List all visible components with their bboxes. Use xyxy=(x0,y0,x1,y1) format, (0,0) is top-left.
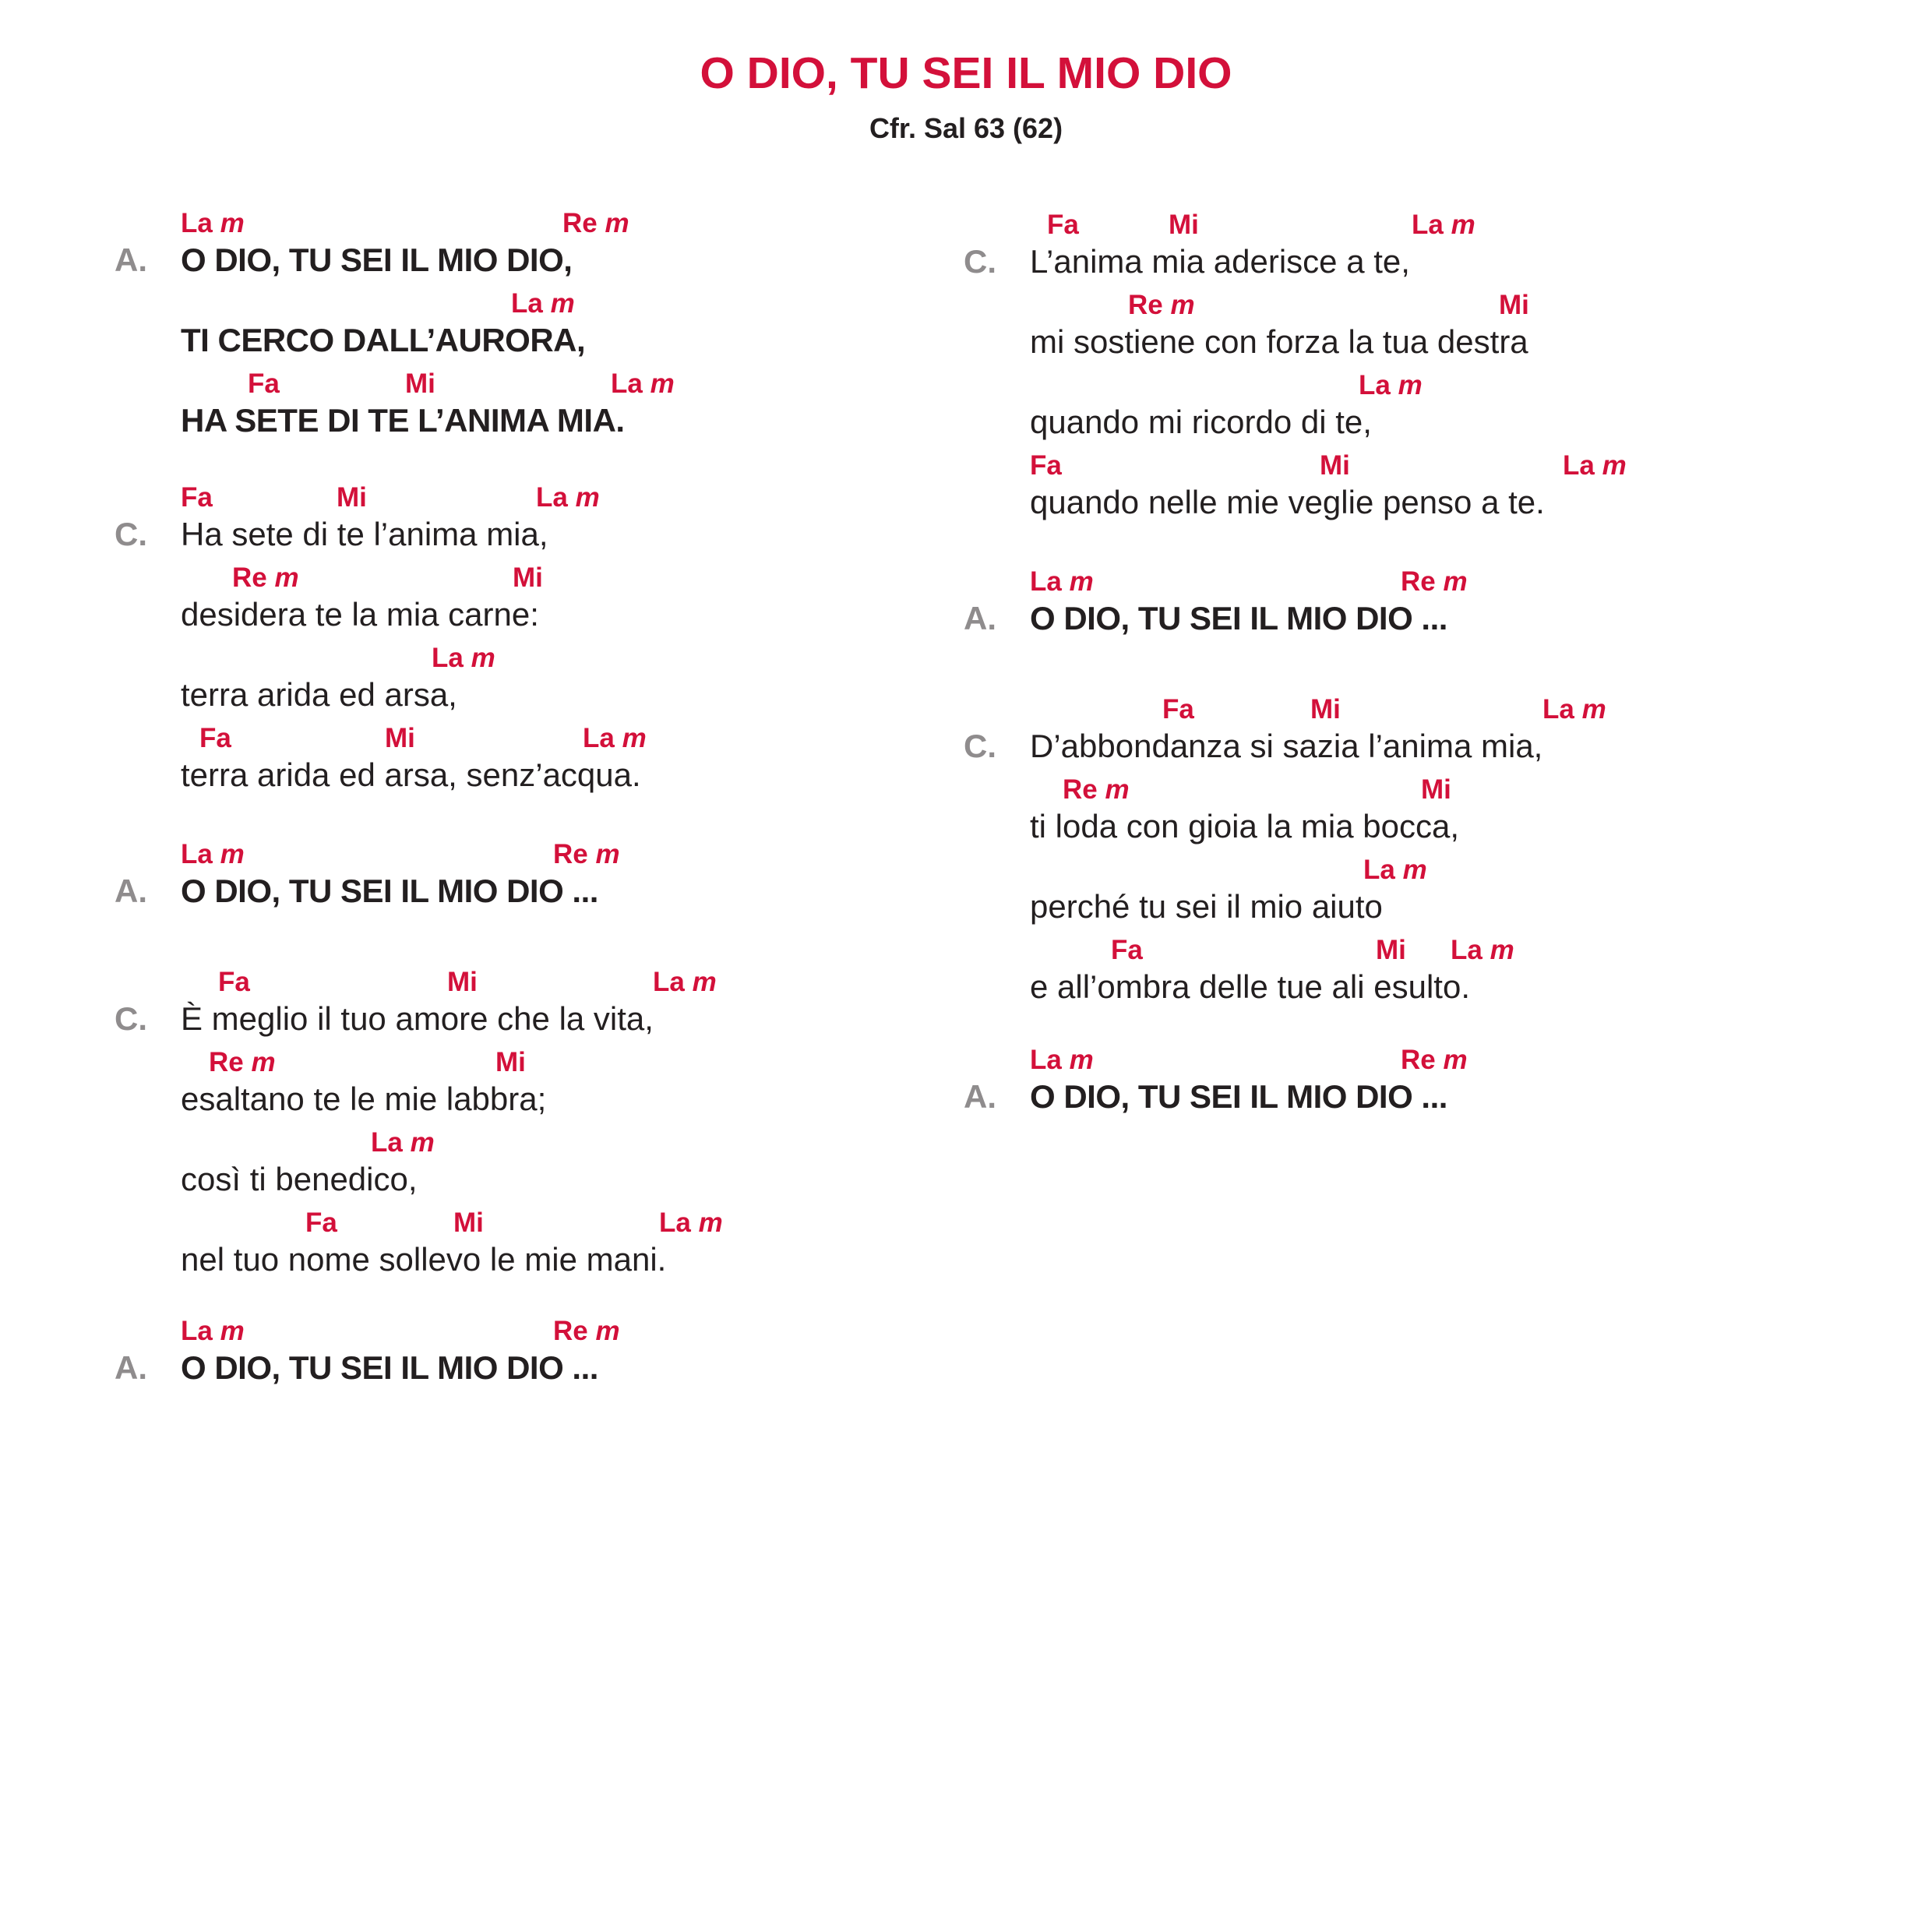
chord-root: Mi xyxy=(447,967,478,997)
chord-row xyxy=(0,642,935,675)
verse-lyric: mi sostiene con forza la tua destra xyxy=(1030,323,1528,360)
verse-lyric: perché tu sei il mio aiuto xyxy=(1030,888,1383,925)
chord-quality: m xyxy=(410,1127,435,1158)
chord-root: Fa xyxy=(1030,450,1062,481)
chord-root: Mi xyxy=(1376,935,1406,965)
chord-quality: m xyxy=(1398,370,1423,400)
chord-root: La xyxy=(1542,694,1574,724)
chord-root: Mi xyxy=(1320,450,1350,481)
chord-symbol xyxy=(659,1207,723,1239)
chord-quality: m xyxy=(1069,1045,1094,1075)
chord-quality: m xyxy=(220,208,245,238)
section-label: C. xyxy=(964,728,996,764)
chord-quality: m xyxy=(550,288,575,319)
refrain-lyric: O DIO, TU SEI IL MIO DIO ... xyxy=(1030,600,1447,636)
chord-root: Re xyxy=(1401,566,1436,597)
chord-root: La xyxy=(583,723,615,753)
chord-root: Fa xyxy=(181,482,213,513)
chord-root: Fa xyxy=(248,368,280,399)
chord-root: La xyxy=(653,967,685,997)
chord-quality: m xyxy=(1602,450,1627,481)
chord-symbol xyxy=(1063,774,1130,806)
verse-lyric: e all’ombra delle tue ali esulto. xyxy=(1030,968,1470,1005)
section-label: C. xyxy=(115,516,147,552)
chord-symbol xyxy=(1451,934,1514,967)
chord-quality: m xyxy=(1105,774,1130,805)
verse-lyric: L’anima mia aderisce a te, xyxy=(1030,243,1410,280)
chord-symbol xyxy=(181,1315,245,1348)
chord-root: Fa xyxy=(305,1208,337,1238)
song-line xyxy=(0,693,1606,774)
chord-quality: m xyxy=(274,562,299,593)
chord-quality: m xyxy=(220,1316,245,1346)
chord-quality: m xyxy=(698,1208,723,1238)
song-line xyxy=(0,566,1468,646)
chord-root: Re xyxy=(209,1047,244,1077)
chord-quality: m xyxy=(471,643,495,673)
chord-row xyxy=(0,209,1475,242)
section-label: A. xyxy=(115,873,147,909)
chord-symbol xyxy=(1169,209,1199,242)
chord-symbol xyxy=(1412,209,1475,242)
refrain-stanza xyxy=(0,1044,1468,1124)
chord-quality: m xyxy=(220,839,245,869)
refrain-lyric: HA SETE DI TE L’ANIMA MIA. xyxy=(181,402,625,439)
verse-lyric: terra arida ed arsa, xyxy=(181,676,457,713)
verse-lyric: esaltano te le mie labbra; xyxy=(181,1081,547,1117)
chord-root: Fa xyxy=(199,723,231,753)
chord-root: Fa xyxy=(1047,210,1079,240)
verse-lyric: quando nelle mie veglie penso a te. xyxy=(1030,484,1545,520)
chord-symbol xyxy=(1128,289,1195,322)
chord-root: La xyxy=(432,643,464,673)
chord-row xyxy=(0,934,1514,967)
chord-root: La xyxy=(181,1316,213,1346)
chord-quality: m xyxy=(1581,694,1606,724)
song-line xyxy=(0,1044,1468,1124)
chord-root: Mi xyxy=(1310,694,1341,724)
chord-root: La xyxy=(1359,370,1391,400)
chord-root: Mi xyxy=(1421,774,1451,805)
chord-quality: m xyxy=(622,723,647,753)
chord-quality: m xyxy=(1402,855,1427,885)
chord-quality: m xyxy=(605,208,629,238)
chord-root: Re xyxy=(1401,1045,1436,1075)
chord-root: La xyxy=(1412,210,1444,240)
chord-root: La xyxy=(611,368,643,399)
verse-lyric: Ha sete di te l’anima mia, xyxy=(181,516,548,552)
chord-symbol xyxy=(1421,774,1451,806)
chord-symbol xyxy=(1310,693,1341,726)
chord-quality: m xyxy=(1490,935,1514,965)
chord-quality: m xyxy=(251,1047,276,1077)
chord-symbol xyxy=(1030,450,1062,482)
chord-symbol xyxy=(1162,693,1194,726)
song-line xyxy=(0,774,1459,854)
chord-root: Re xyxy=(553,1316,588,1346)
verse-lyric: così ti benedico, xyxy=(181,1161,418,1197)
chord-symbol xyxy=(453,1207,484,1239)
chord-symbol xyxy=(1111,934,1143,967)
chord-row xyxy=(0,854,1427,887)
chord-root: Re xyxy=(553,839,588,869)
chord-root: La xyxy=(1451,935,1482,965)
chord-root: La xyxy=(1030,1045,1062,1075)
chord-root: Mi xyxy=(513,562,543,593)
song-line xyxy=(0,289,1529,369)
chord-root: La xyxy=(536,482,568,513)
chord-root: Mi xyxy=(495,1047,526,1077)
chord-symbol xyxy=(1320,450,1350,482)
chord-row xyxy=(0,566,1468,598)
chord-symbol xyxy=(553,1315,620,1348)
chord-root: La xyxy=(181,839,213,869)
chord-root: La xyxy=(1563,450,1595,481)
chord-quality: m xyxy=(595,839,620,869)
chord-root: La xyxy=(511,288,543,319)
chord-symbol xyxy=(1401,566,1468,598)
chord-symbol xyxy=(432,642,495,675)
chord-row xyxy=(0,774,1451,806)
chord-row xyxy=(0,1126,935,1159)
verse-stanza xyxy=(0,693,1606,1014)
chord-quality: m xyxy=(1443,566,1468,597)
verse-lyric: D’abbondanza si sazia l’anima mia, xyxy=(1030,728,1543,764)
chord-root: La xyxy=(1363,855,1395,885)
chord-root: Mi xyxy=(337,482,367,513)
refrain-stanza xyxy=(0,1315,935,1395)
chord-root: Mi xyxy=(1499,290,1529,320)
chord-root: Mi xyxy=(385,723,415,753)
chord-root: Mi xyxy=(453,1208,484,1238)
chord-root: Re xyxy=(562,208,598,238)
chord-symbol xyxy=(371,1126,435,1159)
chord-row xyxy=(0,693,1606,726)
chord-symbol xyxy=(1030,1044,1094,1077)
song-line xyxy=(0,450,1627,530)
chord-quality: m xyxy=(1443,1045,1468,1075)
refrain-lyric: O DIO, TU SEI IL MIO DIO ... xyxy=(181,873,598,909)
song-line xyxy=(0,209,1475,289)
chord-row xyxy=(0,289,1529,322)
verse-lyric: terra arida ed arsa, senz’acqua. xyxy=(181,756,641,793)
chord-quality: m xyxy=(692,967,717,997)
chord-root: La xyxy=(181,208,213,238)
refrain-stanza xyxy=(0,566,1468,646)
song-line xyxy=(0,1315,935,1395)
chord-quality: m xyxy=(595,1316,620,1346)
song-line xyxy=(0,369,1423,450)
verse-lyric: nel tuo nome sollevo le mie mani. xyxy=(181,1241,667,1278)
refrain-lyric: TI CERCO DALL’AURORA, xyxy=(181,322,586,358)
song-line xyxy=(0,1207,935,1287)
chord-row xyxy=(0,369,1423,402)
verse-lyric: È meglio il tuo amore che la vita, xyxy=(181,1000,654,1037)
chord-symbol xyxy=(1359,369,1423,402)
verse-lyric: ti loda con gioia la mia bocca, xyxy=(1030,808,1459,844)
chord-symbol xyxy=(1563,450,1627,482)
chord-root: Fa xyxy=(1111,935,1143,965)
chord-root: Re xyxy=(1128,290,1163,320)
chord-symbol xyxy=(1499,289,1529,322)
verse-stanza xyxy=(0,209,1627,530)
chord-symbol xyxy=(1542,693,1606,726)
verse-lyric: quando mi ricordo di te, xyxy=(1030,404,1372,440)
chord-root: Mi xyxy=(1169,210,1199,240)
chord-row xyxy=(0,1315,935,1348)
chord-root: La xyxy=(371,1127,403,1158)
chord-quality: m xyxy=(650,368,675,399)
chord-root: Fa xyxy=(1162,694,1194,724)
chord-symbol xyxy=(1401,1044,1468,1077)
refrain-lyric: O DIO, TU SEI IL MIO DIO, xyxy=(181,242,573,278)
chord-root: La xyxy=(659,1208,691,1238)
verse-lyric: desidera te la mia carne: xyxy=(181,596,539,633)
chord-symbol xyxy=(1030,566,1094,598)
chord-root: Fa xyxy=(218,967,250,997)
chord-row xyxy=(0,1044,1468,1077)
chord-quality: m xyxy=(1069,566,1094,597)
song-subtitle: Cfr. Sal 63 (62) xyxy=(869,112,1063,144)
chord-root: Re xyxy=(232,562,267,593)
section-label: C. xyxy=(115,1000,147,1037)
section-label: A. xyxy=(115,242,147,278)
chord-symbol xyxy=(305,1207,337,1239)
song-line xyxy=(0,1126,935,1207)
chord-row xyxy=(0,450,1627,482)
chord-quality: m xyxy=(575,482,600,513)
section-label: A. xyxy=(115,1349,147,1386)
section-label: C. xyxy=(964,243,996,280)
song-line xyxy=(0,854,1427,934)
section-label: A. xyxy=(964,1078,996,1115)
song-line xyxy=(0,934,1514,1014)
section-label: A. xyxy=(964,600,996,636)
chord-symbol xyxy=(1363,854,1427,887)
refrain-lyric: O DIO, TU SEI IL MIO DIO ... xyxy=(181,1349,598,1386)
song-title: O DIO, TU SEI IL MIO DIO xyxy=(700,48,1232,98)
chord-quality: m xyxy=(1451,210,1475,240)
chord-symbol xyxy=(1047,209,1079,242)
refrain-lyric: O DIO, TU SEI IL MIO DIO ... xyxy=(1030,1078,1447,1115)
chord-root: Re xyxy=(1063,774,1098,805)
chord-symbol xyxy=(1376,934,1406,967)
chord-root: La xyxy=(1030,566,1062,597)
chord-row xyxy=(0,1207,935,1239)
chord-quality: m xyxy=(1170,290,1195,320)
chord-root: Mi xyxy=(405,368,435,399)
